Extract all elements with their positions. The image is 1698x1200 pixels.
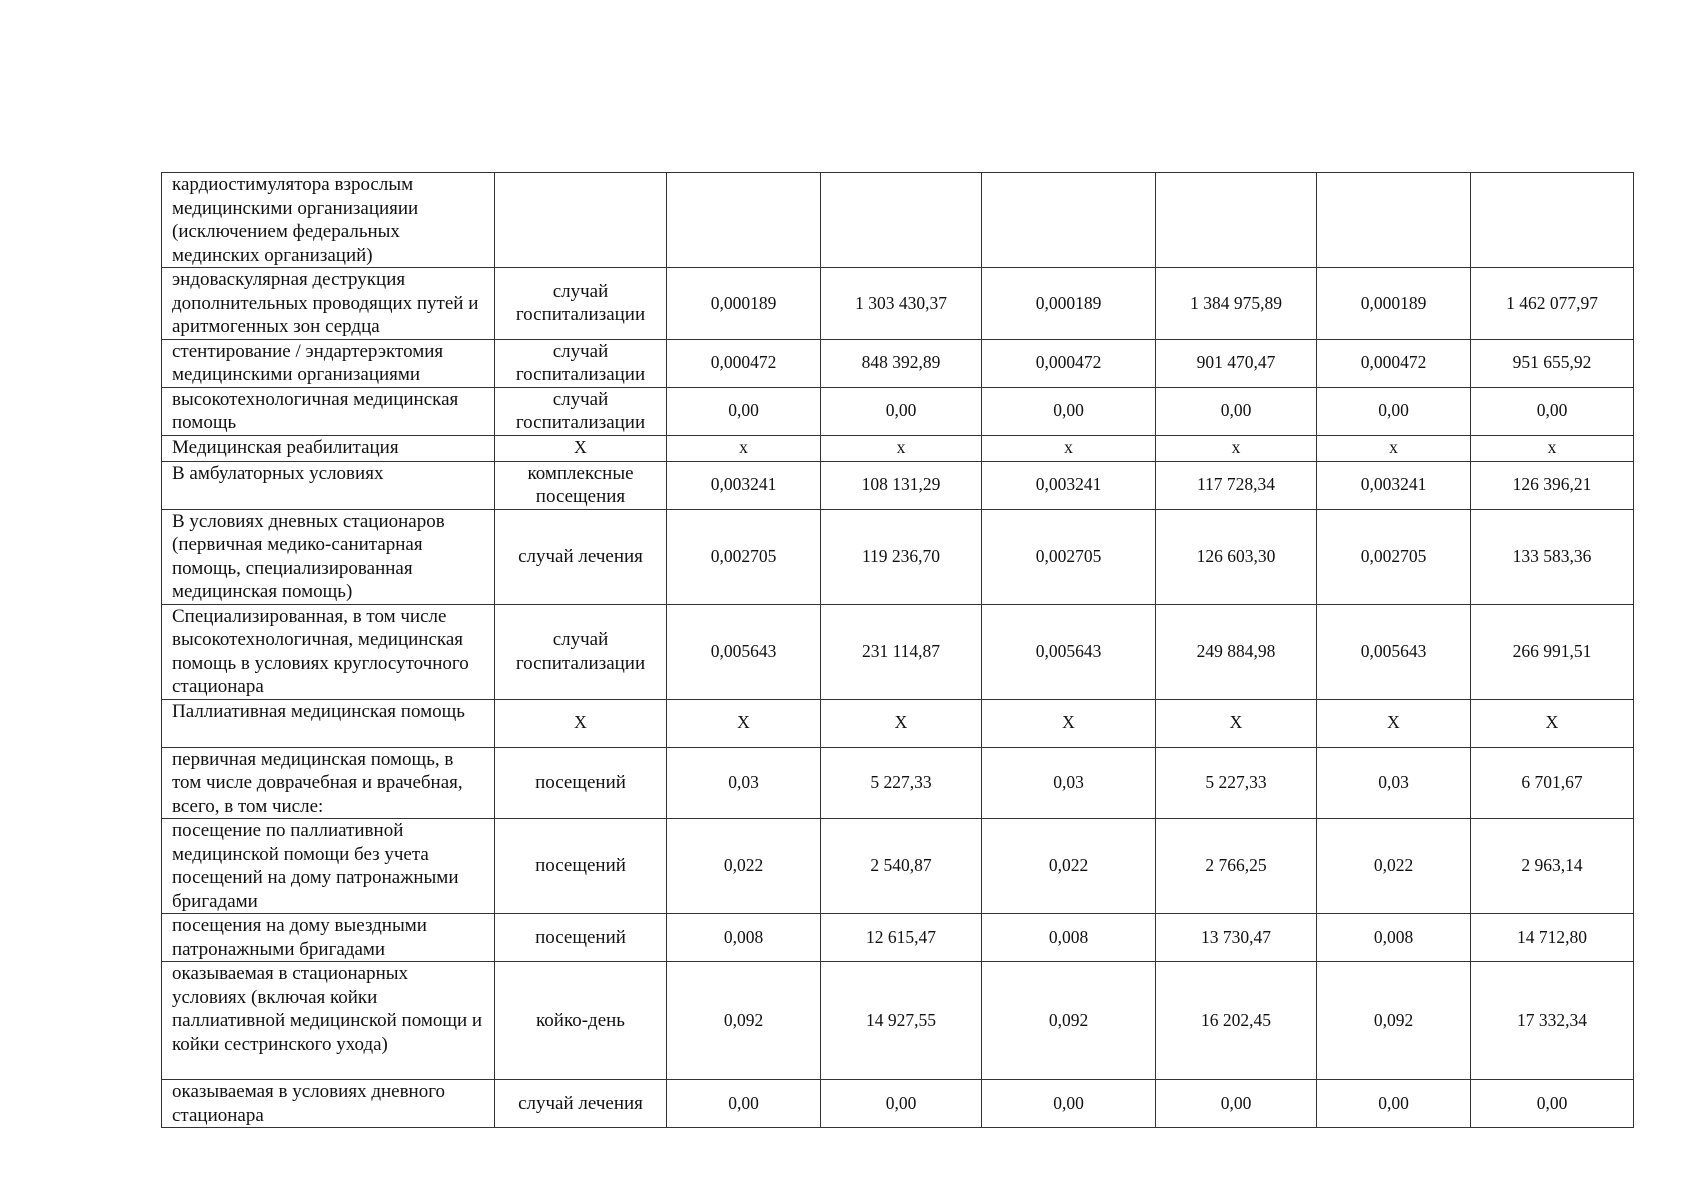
- value-cell: 0,03: [982, 747, 1156, 819]
- value-cell: [667, 173, 821, 268]
- table-row: [162, 173, 1634, 268]
- row-unit: посещений: [495, 819, 667, 914]
- row-unit: случай госпитализации: [495, 268, 667, 340]
- value-cell: 0,03: [667, 747, 821, 819]
- value-cell: [1156, 173, 1317, 268]
- value-cell: 0,022: [1317, 819, 1471, 914]
- table-row: [162, 914, 1634, 962]
- row-name: оказываемая в стационарных условиях (включая койки паллиативной медицинской помощи и койки сестринского ухода): [162, 962, 495, 1080]
- value-cell: 0,008: [1317, 914, 1471, 962]
- row-name: высокотехнологичная медицинская помощь: [162, 387, 495, 435]
- value-cell: х: [821, 435, 982, 461]
- value-cell: [1317, 173, 1471, 268]
- value-cell: 0,00: [982, 1080, 1156, 1128]
- value-cell: Х: [667, 699, 821, 747]
- row-name: В амбулаторных условиях: [162, 461, 495, 509]
- value-cell: 0,005643: [1317, 604, 1471, 699]
- value-cell: 14 927,55: [821, 962, 982, 1080]
- value-cell: 1 462 077,97: [1471, 268, 1634, 340]
- value-cell: 0,00: [667, 1080, 821, 1128]
- value-cell: 0,00: [1156, 387, 1317, 435]
- value-cell: 0,002705: [1317, 509, 1471, 604]
- row-unit: посещений: [495, 747, 667, 819]
- row-name: Паллиативная медицинская помощь: [162, 699, 495, 747]
- value-cell: 0,00: [667, 387, 821, 435]
- value-cell: 0,00: [821, 387, 982, 435]
- row-name: Медицинская реабилитация: [162, 435, 495, 461]
- value-cell: 2 766,25: [1156, 819, 1317, 914]
- value-cell: 17 332,34: [1471, 962, 1634, 1080]
- medical-care-norms-table: [161, 172, 1634, 1128]
- value-cell: 1 303 430,37: [821, 268, 982, 340]
- value-cell: 6 701,67: [1471, 747, 1634, 819]
- value-cell: 901 470,47: [1156, 339, 1317, 387]
- table-row: [162, 268, 1634, 340]
- row-name: стентирование / эндартерэктомия медицинскими организациями: [162, 339, 495, 387]
- value-cell: 0,008: [982, 914, 1156, 962]
- row-unit: Х: [495, 435, 667, 461]
- value-cell: х: [1317, 435, 1471, 461]
- value-cell: [1471, 173, 1634, 268]
- value-cell: 0,002705: [667, 509, 821, 604]
- value-cell: 2 963,14: [1471, 819, 1634, 914]
- row-unit: случай госпитализации: [495, 387, 667, 435]
- value-cell: 108 131,29: [821, 461, 982, 509]
- row-unit: случай лечения: [495, 1080, 667, 1128]
- table-row: [162, 435, 1634, 461]
- value-cell: 0,000189: [982, 268, 1156, 340]
- value-cell: 0,092: [1317, 962, 1471, 1080]
- value-cell: 0,00: [1471, 387, 1634, 435]
- value-cell: 14 712,80: [1471, 914, 1634, 962]
- table-row: [162, 1080, 1634, 1128]
- value-cell: 0,000189: [667, 268, 821, 340]
- row-name: Специализированная, в том числе высокотехнологичная, медицинская помощь в условиях круглосуточного стационара: [162, 604, 495, 699]
- value-cell: 249 884,98: [1156, 604, 1317, 699]
- value-cell: х: [667, 435, 821, 461]
- value-cell: х: [982, 435, 1156, 461]
- value-cell: 0,005643: [982, 604, 1156, 699]
- value-cell: 0,000472: [1317, 339, 1471, 387]
- value-cell: 0,092: [667, 962, 821, 1080]
- value-cell: 951 655,92: [1471, 339, 1634, 387]
- row-unit: комплексные посещения: [495, 461, 667, 509]
- value-cell: 126 603,30: [1156, 509, 1317, 604]
- value-cell: 16 202,45: [1156, 962, 1317, 1080]
- value-cell: 0,022: [667, 819, 821, 914]
- value-cell: х: [1156, 435, 1317, 461]
- value-cell: 0,00: [1317, 387, 1471, 435]
- value-cell: 0,003241: [667, 461, 821, 509]
- value-cell: Х: [1317, 699, 1471, 747]
- value-cell: Х: [982, 699, 1156, 747]
- table-row: [162, 461, 1634, 509]
- value-cell: 5 227,33: [1156, 747, 1317, 819]
- row-unit: случай госпитализации: [495, 604, 667, 699]
- value-cell: Х: [821, 699, 982, 747]
- value-cell: х: [1471, 435, 1634, 461]
- value-cell: 0,000472: [982, 339, 1156, 387]
- value-cell: 119 236,70: [821, 509, 982, 604]
- value-cell: 0,000189: [1317, 268, 1471, 340]
- value-cell: 0,022: [982, 819, 1156, 914]
- table-row: [162, 699, 1634, 747]
- value-cell: 0,00: [1156, 1080, 1317, 1128]
- value-cell: 266 991,51: [1471, 604, 1634, 699]
- value-cell: 0,000472: [667, 339, 821, 387]
- row-name: посещения на дому выездными патронажными бригадами: [162, 914, 495, 962]
- row-name: посещение по паллиативной медицинской помощи без учета посещений на дому патронажными бригадами: [162, 819, 495, 914]
- table-row: [162, 339, 1634, 387]
- row-name: эндоваскулярная деструкция дополнительных проводящих путей и аритмогенных зон сердца: [162, 268, 495, 340]
- value-cell: 848 392,89: [821, 339, 982, 387]
- row-unit: случай госпитализации: [495, 339, 667, 387]
- row-name: кардиостимулятора взрослым медицинскими организацияии (исключением федеральных мединских организаций): [162, 173, 495, 268]
- row-name: В условиях дневных стационаров (первичная медико-санитарная помощь, специализированная медицинская помощь): [162, 509, 495, 604]
- value-cell: 117 728,34: [1156, 461, 1317, 509]
- value-cell: 2 540,87: [821, 819, 982, 914]
- value-cell: 0,003241: [1317, 461, 1471, 509]
- value-cell: 12 615,47: [821, 914, 982, 962]
- value-cell: 0,00: [1471, 1080, 1634, 1128]
- row-unit: [495, 173, 667, 268]
- value-cell: 133 583,36: [1471, 509, 1634, 604]
- value-cell: 0,092: [982, 962, 1156, 1080]
- value-cell: 5 227,33: [821, 747, 982, 819]
- value-cell: 0,00: [821, 1080, 982, 1128]
- table-row: [162, 509, 1634, 604]
- value-cell: Х: [1156, 699, 1317, 747]
- value-cell: 231 114,87: [821, 604, 982, 699]
- table-row: [162, 747, 1634, 819]
- value-cell: [821, 173, 982, 268]
- value-cell: 0,00: [982, 387, 1156, 435]
- value-cell: 0,003241: [982, 461, 1156, 509]
- table-row: [162, 387, 1634, 435]
- table-row: [162, 962, 1634, 1080]
- row-unit: койко-день: [495, 962, 667, 1080]
- row-unit: случай лечения: [495, 509, 667, 604]
- row-unit: посещений: [495, 914, 667, 962]
- value-cell: 0,00: [1317, 1080, 1471, 1128]
- value-cell: 1 384 975,89: [1156, 268, 1317, 340]
- value-cell: 0,008: [667, 914, 821, 962]
- row-unit: Х: [495, 699, 667, 747]
- value-cell: 0,03: [1317, 747, 1471, 819]
- table-row: [162, 604, 1634, 699]
- value-cell: 0,002705: [982, 509, 1156, 604]
- value-cell: 13 730,47: [1156, 914, 1317, 962]
- row-name: первичная медицинская помощь, в том числе доврачебная и врачебная, всего, в том числе:: [162, 747, 495, 819]
- value-cell: [982, 173, 1156, 268]
- row-name: оказываемая в условиях дневного стационара: [162, 1080, 495, 1128]
- value-cell: Х: [1471, 699, 1634, 747]
- table-row: [162, 819, 1634, 914]
- value-cell: 126 396,21: [1471, 461, 1634, 509]
- value-cell: 0,005643: [667, 604, 821, 699]
